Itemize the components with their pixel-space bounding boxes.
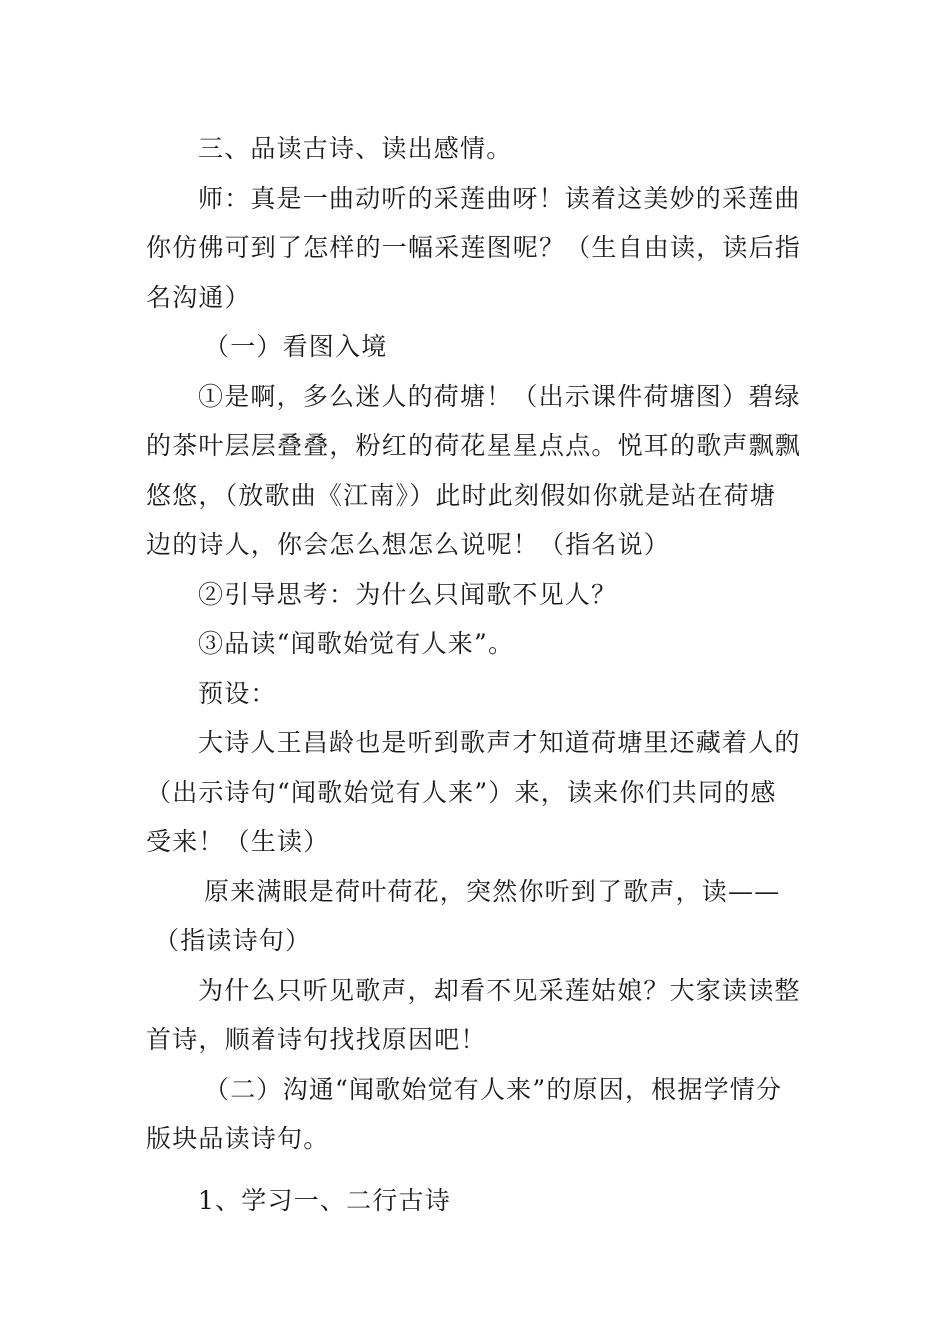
subsection-heading: （一）看图入境 bbox=[204, 332, 388, 361]
paragraph-line: 名沟通） bbox=[146, 282, 251, 312]
paragraph-line: 受来！（生读） bbox=[146, 827, 330, 856]
paragraph-line: ②引导思考：为什么只闻歌不见人？ bbox=[198, 579, 618, 609]
paragraph-line: 首诗，顺着诗句找找原因吧！ bbox=[146, 1025, 487, 1054]
paragraph-line: ①是啊，多么迷人的荷塘！（出示课件荷塘图）碧绿 bbox=[198, 381, 801, 411]
subsection-heading: （二）沟通“闻歌始觉有人来”的原因，根据学情分 bbox=[204, 1074, 783, 1104]
paragraph-line: 的茶叶层层叠叠，粉红的荷花星星点点。悦耳的歌声飘飘 bbox=[146, 431, 802, 460]
paragraph-line: 原来满眼是荷叶荷花，突然你听到了歌声，读—— bbox=[204, 876, 781, 906]
paragraph-line: ③品读“闻歌始觉有人来”。 bbox=[198, 629, 515, 658]
document-page bbox=[146, 124, 808, 1225]
paragraph-line: 版块品读诗句。 bbox=[146, 1124, 330, 1153]
blank-line bbox=[146, 1164, 808, 1176]
paragraph-line: （指读诗句） bbox=[154, 926, 312, 955]
paragraph-line: 师：真是一曲动听的采莲曲呀！读着这美妙的采莲曲 bbox=[198, 183, 801, 213]
paragraph-line: 大诗人王昌龄也是听到歌声才知道荷塘里还藏着人的 bbox=[198, 728, 801, 757]
section-heading: 三、品读古诗、读出感情。 bbox=[198, 134, 513, 163]
paragraph-line: 为什么只听见歌声，却看不见采莲姑娘？大家读读整 bbox=[198, 975, 801, 1005]
paragraph-line: （出示诗句“闻歌始觉有人来”）来，读来你们共同的感 bbox=[146, 777, 777, 807]
numbered-heading: 1、学习一、二行古诗 bbox=[198, 1185, 451, 1215]
paragraph-line: 你仿佛可到了怎样的一幅采莲图呢？（生自由读，读后指 bbox=[146, 233, 802, 262]
paragraph-line: 悠悠，（放歌曲《江南》）此时此刻假如你就是站在荷塘 bbox=[146, 480, 777, 510]
paragraph-line: 预设： bbox=[198, 678, 277, 708]
paragraph-line: 边的诗人，你会怎么想怎么说呢！（指名说） bbox=[146, 530, 671, 559]
